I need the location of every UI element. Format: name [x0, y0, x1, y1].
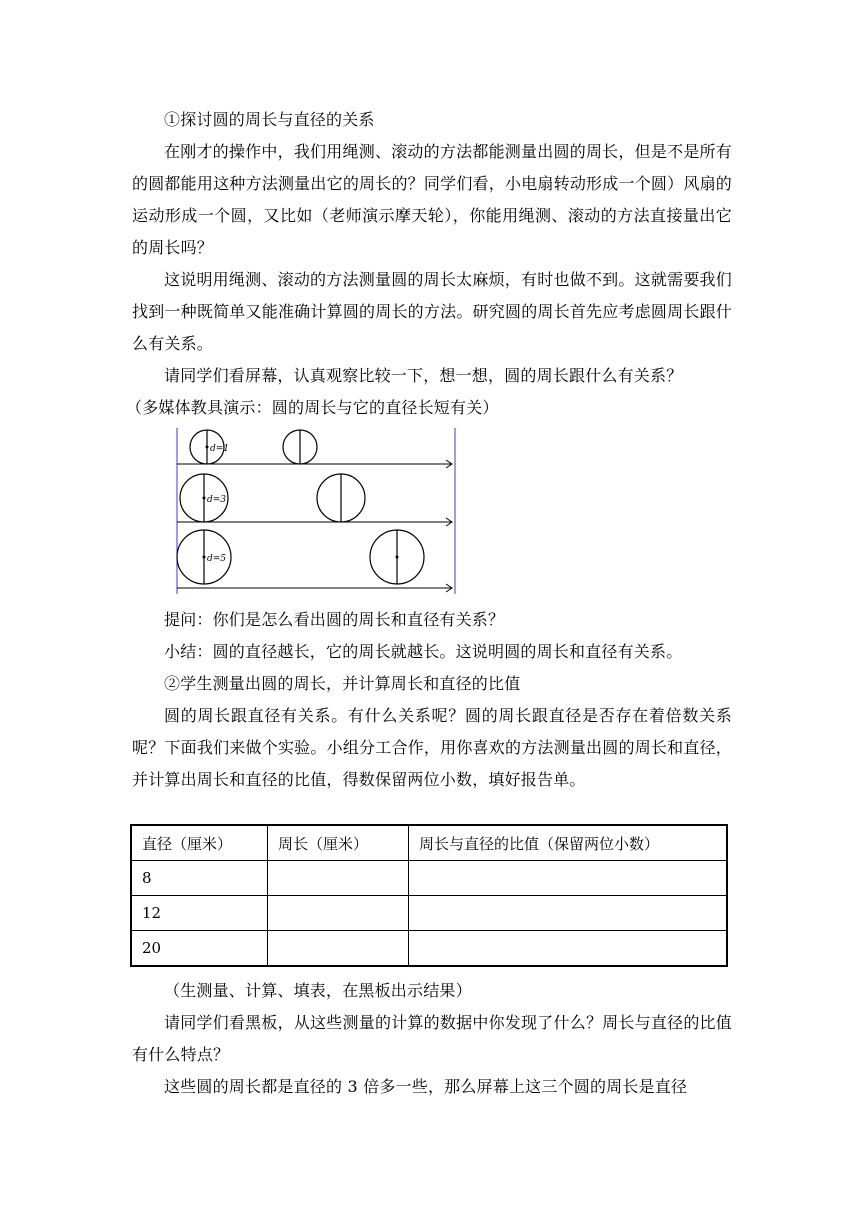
activity-note: （生测量、计算、填表，在黑板出示结果）: [164, 981, 472, 1000]
paragraph: 请同学们看屏幕，认真观察比较一下，想一想，圆的周长跟什么有关系？: [164, 366, 683, 385]
circle-rolling-diagram: [172, 424, 462, 596]
paragraph: 请同学们看黑板，从这些测量的计算的数据中你发现了什么？周长与直径的比值有什么特点？: [132, 1013, 732, 1064]
diameter-label: d=5: [207, 554, 227, 564]
cell-diameter: 12: [131, 896, 268, 931]
paragraph: 在刚才的操作中，我们用绳测、滚动的方法都能测量出圆的周长，但是不是所有的圆都能用这种方法测量出它的周长的？同学们看，小电扇转动形成一个圆）风扇的运动形成一个圆，又比如（老师演示摩天轮），你能用绳测、滚动的方法直接量出它的周长吗？: [132, 142, 732, 257]
row-2-diameter-3: [177, 474, 452, 526]
cell-ratio[interactable]: [409, 896, 728, 931]
table-header-row: [131, 825, 727, 861]
center-dot: [206, 446, 209, 449]
table-row: [131, 861, 727, 896]
paragraph-note: （多媒体教具演示：圆的周长与它的直径长短有关）: [126, 398, 499, 417]
paragraph: 圆的周长跟直径有关系。有什么关系呢？圆的周长跟直径是否存在着倍数关系呢？下面我们来做个实验。小组分工合作，用你喜欢的方法测量出圆的周长和直径，并计算出周长和直径的比值，得数保留两位小数，填好报告单。: [132, 706, 732, 789]
diameter-label: d=1: [210, 444, 230, 454]
summary-paragraph: 小结：圆的直径越长，它的周长就越长。这说明圆的周长和直径有关系。: [164, 642, 683, 661]
header-cell-ratio: 周长与直径的比值（保留两位小数）: [409, 825, 728, 861]
circle-rolling-figure: [132, 424, 732, 604]
table-row: [131, 931, 727, 967]
diameter-label: d=3: [207, 495, 227, 505]
section-heading-1: ①探讨圆的周长与直径的关系: [164, 110, 375, 129]
row-1-diameter-1: [177, 430, 452, 468]
question-paragraph: 提问：你们是怎么看出圆的周长和直径有关系？: [164, 610, 505, 629]
section-heading-2: ②学生测量出圆的周长，并计算周长和直径的比值: [164, 674, 521, 693]
cell-circumference[interactable]: [268, 931, 409, 967]
header-cell-diameter: 直径（厘米）: [131, 825, 268, 861]
document-page: [126, 104, 732, 1103]
paragraph: 这些圆的周长都是直径的 3 倍多一些，那么屏幕上这三个圆的周长是直径: [164, 1077, 688, 1096]
row-3-diameter-5: [177, 530, 452, 592]
header-cell-circumference: 周长（厘米）: [268, 825, 409, 861]
cell-diameter: 8: [131, 861, 268, 896]
cell-diameter: 20: [131, 931, 268, 967]
table-row: [131, 896, 727, 931]
cell-circumference[interactable]: [268, 896, 409, 931]
report-table: [130, 824, 728, 967]
cell-ratio[interactable]: [409, 931, 728, 967]
cell-circumference[interactable]: [268, 861, 409, 896]
cell-ratio[interactable]: [409, 861, 728, 896]
center-dot: [203, 556, 206, 559]
center-dot: [396, 556, 399, 559]
paragraph: 这说明用绳测、滚动的方法测量圆的周长太麻烦，有时也做不到。这就需要我们找到一种既简单又能准确计算圆的周长的方法。研究圆的周长首先应考虑圆周长跟什么有关系。: [132, 270, 732, 353]
center-dot: [203, 497, 206, 500]
